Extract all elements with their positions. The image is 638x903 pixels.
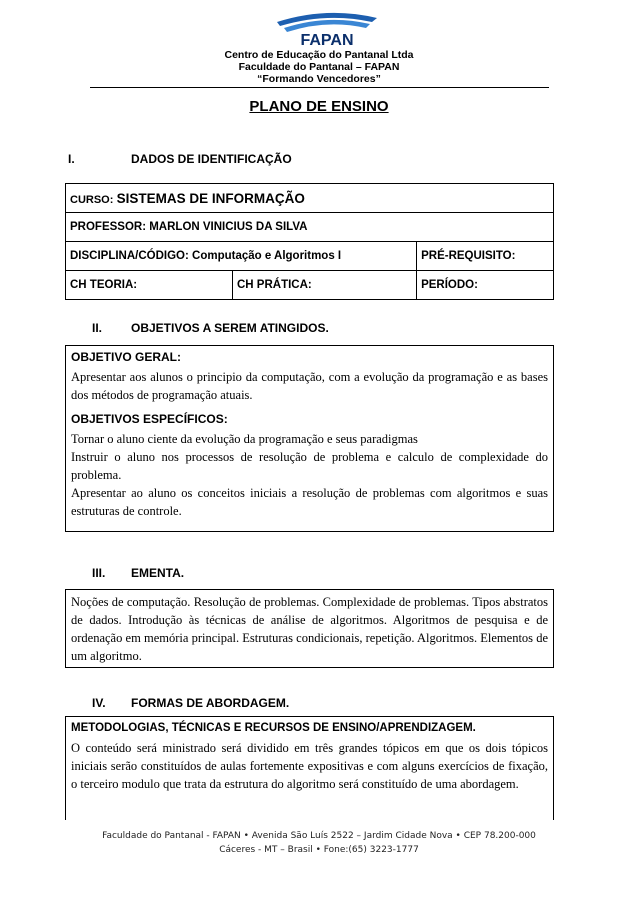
fapan-logo — [272, 8, 382, 48]
objetivo-especifico-3: Apresentar ao aluno os conceitos iniciais a resolução de problemas com algoritmos e suas estruturas de controle. — [71, 486, 548, 518]
header-divider — [90, 87, 549, 88]
motto: “Formando Vencedores” — [257, 73, 381, 85]
pre-requisito-cell: PRÉ-REQUISITO: — [417, 242, 554, 271]
identification-table — [65, 183, 554, 300]
abordagem-box — [65, 716, 554, 820]
objetivo-geral-text: Apresentar aos alunos o principio da computação, com a evolução da programação e as bases dos métodos de programação atuais. — [71, 370, 548, 402]
objetivo-especifico-2: Instruir o aluno nos processos de resolução de problema e calculo de complexidade do problema. — [71, 450, 548, 482]
ementa-text: Noções de computação. Resolução de problemas. Complexidade de problemas. Tipos abstratos de dados. Introdução às técnicas de análise de algoritmos. Algoritmos de pesquisa e de ordenação em memória principal. Estruturas condicionais, repetição. Algoritmos. Elementos de um algoritmo. — [71, 595, 548, 663]
ch-teoria-cell: CH TEORIA: — [66, 271, 233, 300]
institution-name: Centro de Educação do Pantanal Ltda — [224, 49, 414, 61]
section-title: FORMAS DE ABORDAGEM. — [131, 696, 290, 710]
metodologias-heading: METODOLOGIAS, TÉCNICAS E RECURSOS DE ENSINO/APRENDIZAGEM. — [71, 722, 476, 734]
section-title: OBJETIVOS A SEREM ATINGIDOS. — [131, 321, 329, 335]
section-number: III. — [92, 566, 106, 580]
periodo-cell: PERÍODO: — [417, 271, 554, 300]
footer-contact: Cáceres - MT – Brasil • Fone:(65) 3223-1777 — [219, 845, 419, 855]
disciplina-cell: DISCIPLINA/CÓDIGO: Computação e Algoritmos I — [66, 242, 417, 271]
page-title: PLANO DE ENSINO — [249, 98, 389, 115]
logo-text: FAPAN — [300, 32, 354, 48]
curso-cell — [66, 184, 554, 213]
section-number: II. — [92, 321, 103, 335]
section-number: I. — [68, 152, 75, 166]
abordagem-text: O conteúdo será ministrado será dividido em três grandes tópicos em que os dois tópicos iniciais serão constituídos de aulas fortemente expositivas e com alguns exercícios de fixação, o terceiro modulo que trata da estrutura do algoritmo será constituído de uma abordagem. — [71, 741, 548, 791]
objetivo-especifico-1: Tornar o aluno ciente da evolução da programação e seus paradigmas — [71, 432, 418, 446]
ch-pratica-cell: CH PRÁTICA: — [233, 271, 417, 300]
footer-address: Faculdade do Pantanal - FAPAN • Avenida São Luís 2522 – Jardim Cidade Nova • CEP 78.200-000 — [102, 831, 536, 841]
section-number: IV. — [92, 696, 106, 710]
curso-label: CURSO: — [70, 193, 114, 206]
objetivos-box — [65, 345, 554, 532]
curso-value: SISTEMAS DE INFORMAÇÃO — [116, 190, 305, 206]
objetivo-geral-heading: OBJETIVO GERAL: — [71, 350, 182, 364]
professor-cell: PROFESSOR: MARLON VINICIUS DA SILVA — [66, 213, 554, 242]
faculty-name: Faculdade do Pantanal – FAPAN — [238, 61, 400, 73]
ementa-box — [65, 589, 554, 668]
section-title: EMENTA. — [131, 566, 185, 580]
section-title: DADOS DE IDENTIFICAÇÃO — [131, 152, 292, 166]
objetivos-especificos-heading: OBJETIVOS ESPECÍFICOS: — [71, 412, 228, 426]
